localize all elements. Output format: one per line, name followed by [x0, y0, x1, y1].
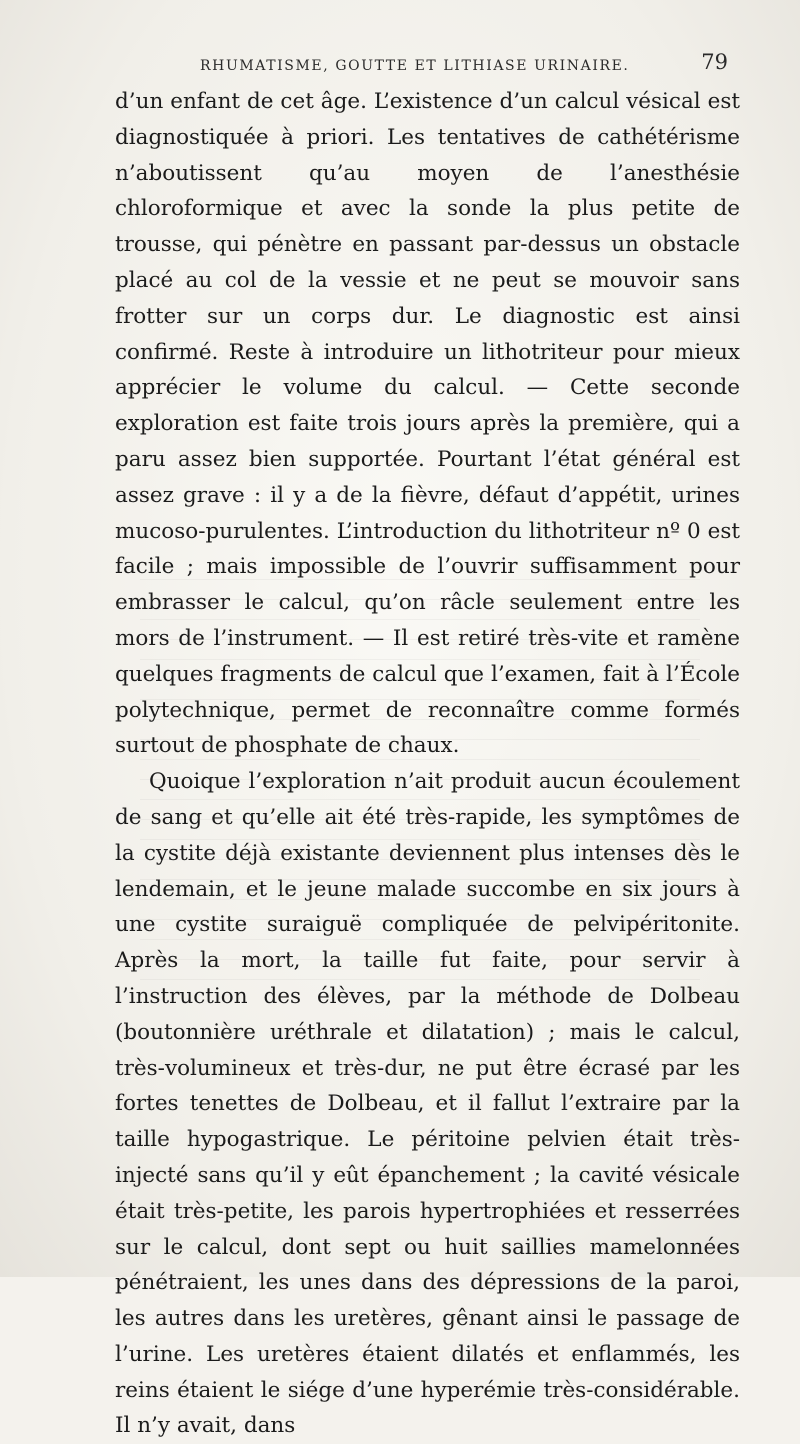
body-text [115, 84, 740, 1444]
paragraph: Quoique l’exploration n’ait produit aucun écoulement de sang et qu’elle ait été très-rapide, les symptômes de la cystite déjà existante deviennent plus intenses dès le lendemain, et le jeune malade succombe en six jours à une cystite suraiguë compliquée de pelvipéritonite. Après la mort, la taille fut faite, pour servir à l’instruction des élèves, par la méthode de Dolbeau (boutonnière uréthrale et dilatation) ; mais le calcul, très-volumineux et très-dur, ne put être écrasé par les fortes tenettes de Dolbeau, et il fallut l’extraire par la taille hypogastrique. Le péritoine pelvien était très-injecté sans qu’il y eût épanchement ; la cavité vésicale était très-petite, les parois hypertrophiées et resserrées sur le calcul, dont sept ou huit saillies mamelonnées pénétraient, les unes dans des dépressions de la paroi, les autres dans les uretères, gênant ainsi le passage de l’urine. Les uretères étaient dilatés et enflammés, les reins étaient le siége d’une hyperémie très-considérable. Il n’y avait, dans [115, 769, 740, 1439]
running-head: RHUMATISME, GOUTTE ET LITHIASE URINAIRE. [200, 58, 630, 74]
paragraph-continued: d’un enfant de cet âge. L’existence d’un calcul vésical est diagnostiquée à priori. Les tentatives de cathétérisme n’aboutissent qu’au moyen de l’anesthésie chloroformique et avec la sonde la plus petite de trousse, qui pénètre en passant par-dessus un obstacle placé au col de la vessie et ne peut se mouvoir sans frotter sur un corps dur. Le diagnostic est ainsi confirmé. Reste à introduire un lithotriteur pour mieux apprécier le volume du calcul. — Cette seconde exploration est faite trois jours après la première, qui a paru assez bien supportée. Pourtant l’état général est assez grave : il y a de la fièvre, défaut d’appétit, urines mucoso-purulentes. L’introduction du lithotriteur nº 0 est facile ; mais impossible de l’ouvrir suffisamment pour embrasser le calcul, qu’on râcle seulement entre les mors de l’instrument. — Il est retiré très-vite et ramène quelques fragments de calcul que l’examen, fait à l’École polytechnique, permet de reconnaître comme formés surtout de phosphate de chaux. [115, 89, 740, 759]
page-number: 79 [701, 50, 728, 74]
